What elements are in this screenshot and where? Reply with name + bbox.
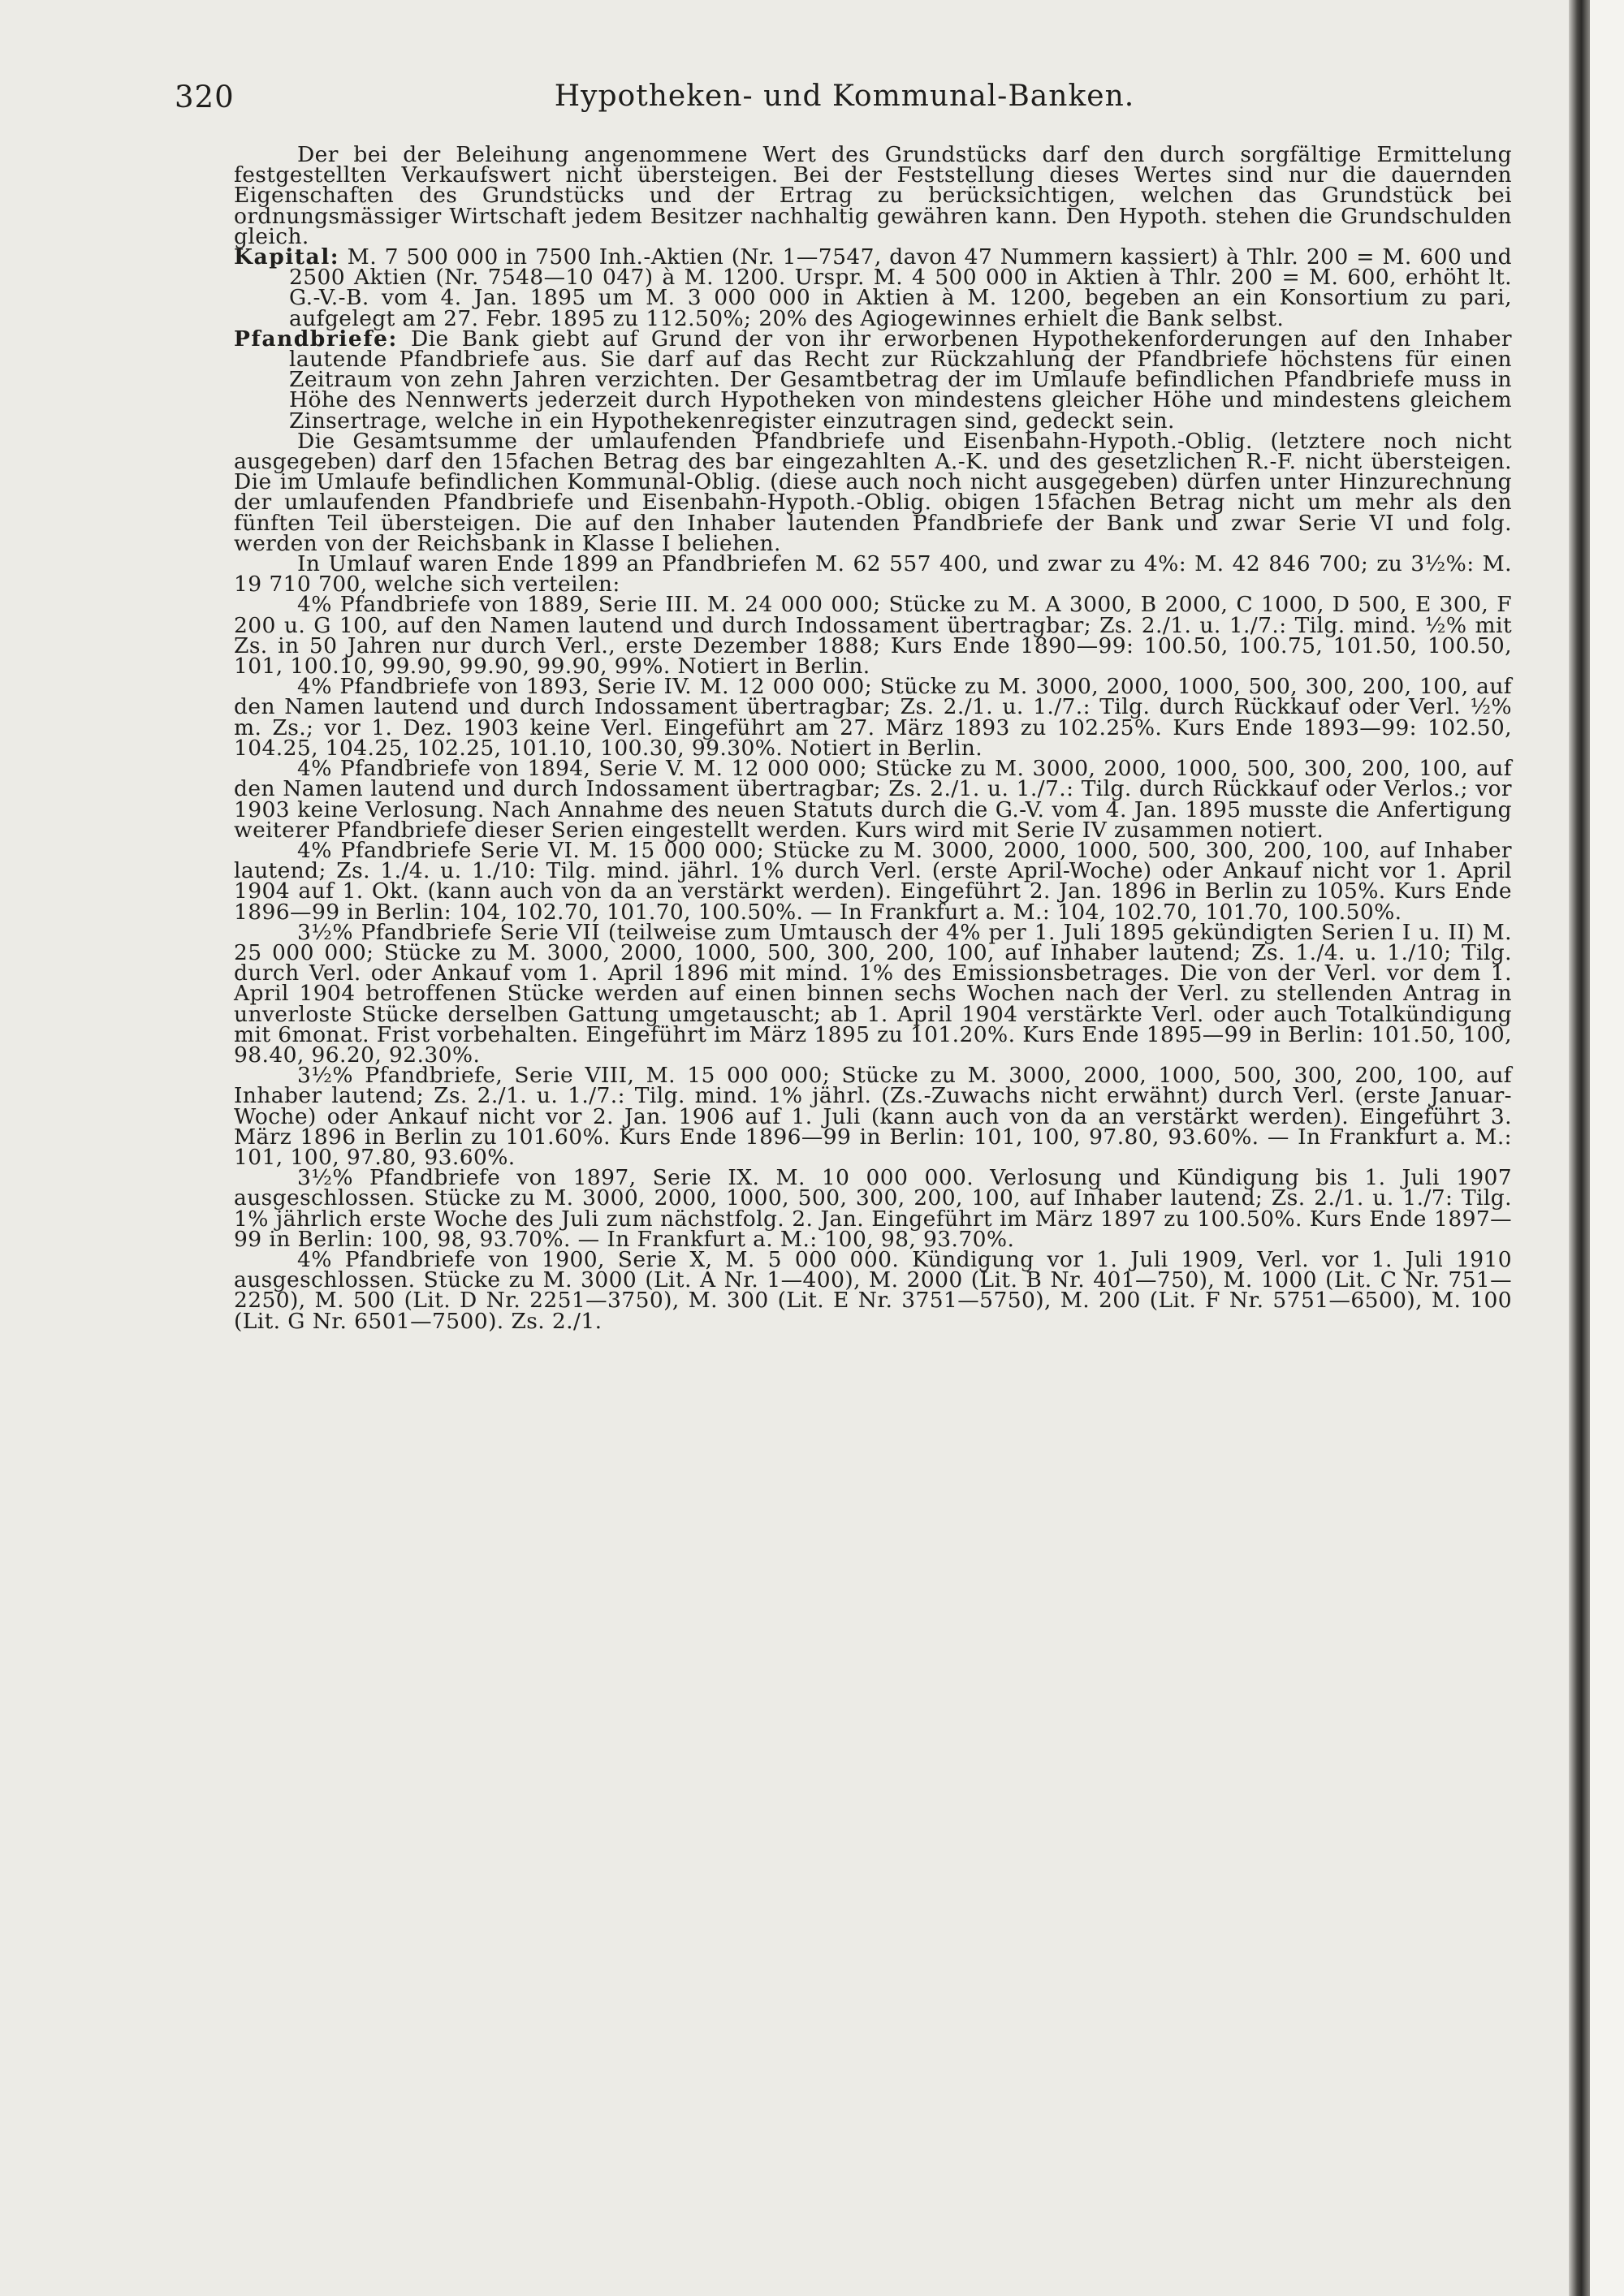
paragraph-umlauf: [234, 551, 1512, 598]
section-label-kapital: Kapital:: [234, 244, 340, 270]
paragraph-serie-vi: [234, 837, 1512, 925]
paragraph-serie-iii: [234, 592, 1512, 680]
paragraph-text: 4% Pfandbriefe von 1893, Serie IV. M. 12 000 000; Stücke zu M. 3000, 2000, 1000, 500, 300, 200, 100, auf den Namen lautend und durch Indossament übertragbar; Zs. 2./1. u. 1./7.: Tilg. durch Rückkauf oder Verl. ½% m. Zs.; vor 1. Dez. 1903 keine Verl. Eingeführt am 27. März 1893 zu 102.25%. Kurs Ende 1893—99: 102.50, 104.25, 104.25, 102.25, 101.10, 100.30, 99.30%. Notiert in Berlin.: [234, 674, 1512, 761]
paragraph-pfandbriefe: [234, 326, 1513, 434]
paragraph-text: 3½% Pfandbriefe, Serie VIII, M. 15 000 000; Stücke zu M. 3000, 2000, 1000, 500, 300, 200, 100, auf Inhaber lautend; Zs. 2./1. u. 1./7.: Tilg. mind. 1% jährl. (Zs.-Zuwachs nicht erwähnt) durch Verl. (erste Januar-Woche) oder Ankauf nicht vor 2. Jan. 1906 auf 1. Juli (kann auch von da an verstärkt werden). Eingeführt 3. März 1896 in Berlin zu 101.60%. Kurs Ende 1896—99 in Berlin: 101, 100, 97.80, 93.60%. — In Frankfurt a. M.: 101, 100, 97.80, 93.60%.: [234, 1063, 1512, 1170]
paragraph-text: 4% Pfandbriefe von 1894, Serie V. M. 12 000 000; Stücke zu M. 3000, 2000, 1000, 500, 300, 200, 100, auf den Namen lautend und durch Indossament übertragbar; Zs. 2./1. u. 1./7.: Tilg. durch Rückkauf oder Verlos.; vor 1903 keine Verlosung. Nach Annahme des neuen Statuts durch die G.-V. vom 4. Jan. 1895 musste die Anfertigung weiterer Pfandbriefe dieser Serien eingestellt werden. Kurs wird mit Serie IV zusammen notiert.: [234, 756, 1512, 843]
paragraph-serie-iv: [234, 674, 1512, 761]
paragraph-serie-viii: [234, 1063, 1512, 1170]
paragraph-serie-v: [234, 756, 1512, 843]
paragraph-text: Der bei der Beleihung angenommene Wert des Grundstücks darf den durch sorgfältige Ermittelung festgestellten Verkaufswert nicht übersteigen. Bei der Feststellung dieses Wertes sind nur die dauernden Eigenschaften des Grundstücks und der Ertrag zu berücksichtigen, welchen das Grundstück bei ordnungsmässiger Wirtschaft jedem Besitzer nachhaltig gewähren kann. Den Hypoth. stehen die Grundschulden gleich.: [234, 142, 1512, 249]
body-text: [234, 142, 1513, 1334]
paragraph-text: Die Bank giebt auf Grund der von ihr erworbenen Hypothekenforderungen auf den Inhaber lautende Pfandbriefe aus. Sie darf auf das Recht zur Rückzahlung der Pfandbriefe höchstens für einen Zeitraum von zehn Jahren verzichten. Der Gesamtbetrag der im Umlaufe befindlichen Pfandbriefe muss in Höhe des Nennwerts jederzeit durch Hypotheken von mindestens gleicher Höhe und mindestens gleichem Zinsertrage, welche in ein Hypothekenregister einzutragen sind, gedeckt sein.: [289, 326, 1513, 434]
paragraph-text: In Umlauf waren Ende 1899 an Pfandbriefen M. 62 557 400, und zwar zu 4%: M. 42 846 700; zu 3½%: M. 19 710 700, welche sich verteilen:: [234, 551, 1512, 598]
paragraph-serie-x: [234, 1246, 1512, 1334]
section-label-pfandbriefe: Pfandbriefe:: [234, 326, 398, 352]
paragraph-text: 4% Pfandbriefe von 1889, Serie III. M. 24 000 000; Stücke zu M. A 3000, B 2000, C 1000, D 500, E 300, F 200 u. G 100, auf den Namen lautend und durch Indossament übertragbar; Zs. 2./1. u. 1./7.: Tilg. mind. ½% mit Zs. in 50 Jahren nur durch Verl., erste Dezember 1888; Kurs Ende 1890—99: 100.50, 100.75, 101.50, 100.50, 101, 100.10, 99.90, 99.90, 99.90, 99%. Notiert in Berlin.: [234, 592, 1512, 680]
paragraph-text: M. 7 500 000 in 7500 Inh.-Aktien (Nr. 1—7547, davon 47 Nummern kassiert) à Thlr. 200 = M. 600 und 2500 Aktien (Nr. 7548—10 047) à M. 1200. Urspr. M. 4 500 000 in Aktien à Thlr. 200 = M. 600, erhöht lt. G.-V.-B. vom 4. Jan. 1895 um M. 3 000 000 in Aktien à M. 1200, begeben an ein Konsortium zu pari, aufgelegt am 27. Febr. 1895 zu 112.50%; 20% des Agiogewinnes erhielt die Bank selbst.: [289, 244, 1512, 331]
paragraph-serie-vii: [234, 919, 1512, 1068]
paragraph-kapital: [234, 244, 1512, 331]
paragraph-text: Die Gesamtsumme der umlaufenden Pfandbriefe und Eisenbahn-Hypoth.-Oblig. (letztere noch nicht ausgegeben) darf den 15fachen Betrag des bar eingezahlten A.-K. und des gesetzlichen R.-F. nicht übersteigen. Die im Umlaufe befindlichen Kommunal-Oblig. (diese auch noch nicht ausgegeben) dürfen unter Hinzurechnung der umlaufenden Pfandbriefe und Eisenbahn-Hypoth.-Oblig. obigen 15fachen Betrag nicht um mehr als den fünften Teil übersteigen. Die auf den Inhaber lautenden Pfandbriefe der Bank und zwar Serie VI und folg. werden von der Reichsbank in Klasse I beliehen.: [234, 428, 1512, 556]
page-header: [175, 80, 1514, 120]
paragraph-gesamtsumme: [234, 428, 1512, 556]
paragraph-text: 4% Pfandbriefe von 1900, Serie X, M. 5 000 000. Kündigung vor 1. Juli 1909, Verl. vor 1. Juli 1910 ausgeschlossen. Stücke zu M. 3000 (Lit. A Nr. 1—400), M. 2000 (Lit. B Nr. 401—750), M. 1000 (Lit. C Nr. 751—2250), M. 500 (Lit. D Nr. 2251—3750), M. 300 (Lit. E Nr. 3751—5750), M. 200 (Lit. F Nr. 5751—6500), M. 100 (Lit. G Nr. 6501—7500). Zs. 2./1.: [234, 1246, 1512, 1334]
binding-shadow: [1569, 0, 1590, 2296]
paragraph-text: 3½% Pfandbriefe von 1897, Serie IX. M. 10 000 000. Verlosung und Kündigung bis 1. Juli 1907 ausgeschlossen. Stücke zu M. 3000, 2000, 1000, 500, 300, 200, 100, auf Inhaber lautend; Zs. 2./1. u. 1./7: Tilg. 1% jährlich erste Woche des Juli zum nächstfolg. 2. Jan. Eingeführt im März 1897 zu 100.50%. Kurs Ende 1897—99 in Berlin: 100, 98, 93.70%. — In Frankfurt a. M.: 100, 98, 93.70%.: [234, 1165, 1512, 1252]
running-title: Hypotheken- und Kommunal-Banken.: [554, 80, 1135, 113]
paragraph-text: 3½% Pfandbriefe Serie VII (teilweise zum Umtausch der 4% per 1. Juli 1895 gekündigten Serien I u. II) M. 25 000 000; Stücke zu M. 3000, 2000, 1000, 500, 300, 200, 100, auf Inhaber lautend; Zs. 1./4. u. 1./10; Tilg. durch Verl. oder Ankauf vom 1. April 1896 mit mind. 1% des Emissionsbetrages. Die von der Verl. vor dem 1. April 1904 betroffenen Stücke werden auf einen binnen sechs Wochen nach der Verl. zu stellenden Antrag in unverloste Stücke derselben Gattung umgetauscht; ab 1. April 1904 verstärkte Verl. oder auch Totalkündigung mit 6monat. Frist vorbehalten. Eingeführt im März 1895 zu 101.20%. Kurs Ende 1895—99 in Berlin: 101.50, 100, 98.40, 96.20, 92.30%.: [234, 919, 1512, 1068]
paragraph-text: 4% Pfandbriefe Serie VI. M. 15 000 000; Stücke zu M. 3000, 2000, 1000, 500, 300, 200, 100, auf Inhaber lautend; Zs. 1./4. u. 1./10: Tilg. mind. jährl. 1% durch Verl. (erste April-Woche) oder Ankauf nicht vor 1. April 1904 auf 1. Okt. (kann auch von da an verstärkt werden). Eingeführt 2. Jan. 1896 in Berlin zu 105%. Kurs Ende 1896—99 in Berlin: 104, 102.70, 101.70, 100.50%. — In Frankfurt a. M.: 104, 102.70, 101.70, 100.50%.: [234, 837, 1512, 925]
paragraph-serie-ix: [234, 1165, 1512, 1252]
page-number: 320: [175, 80, 235, 114]
page-edge: [1590, 0, 1624, 2296]
paragraph-valuation: [234, 142, 1512, 249]
